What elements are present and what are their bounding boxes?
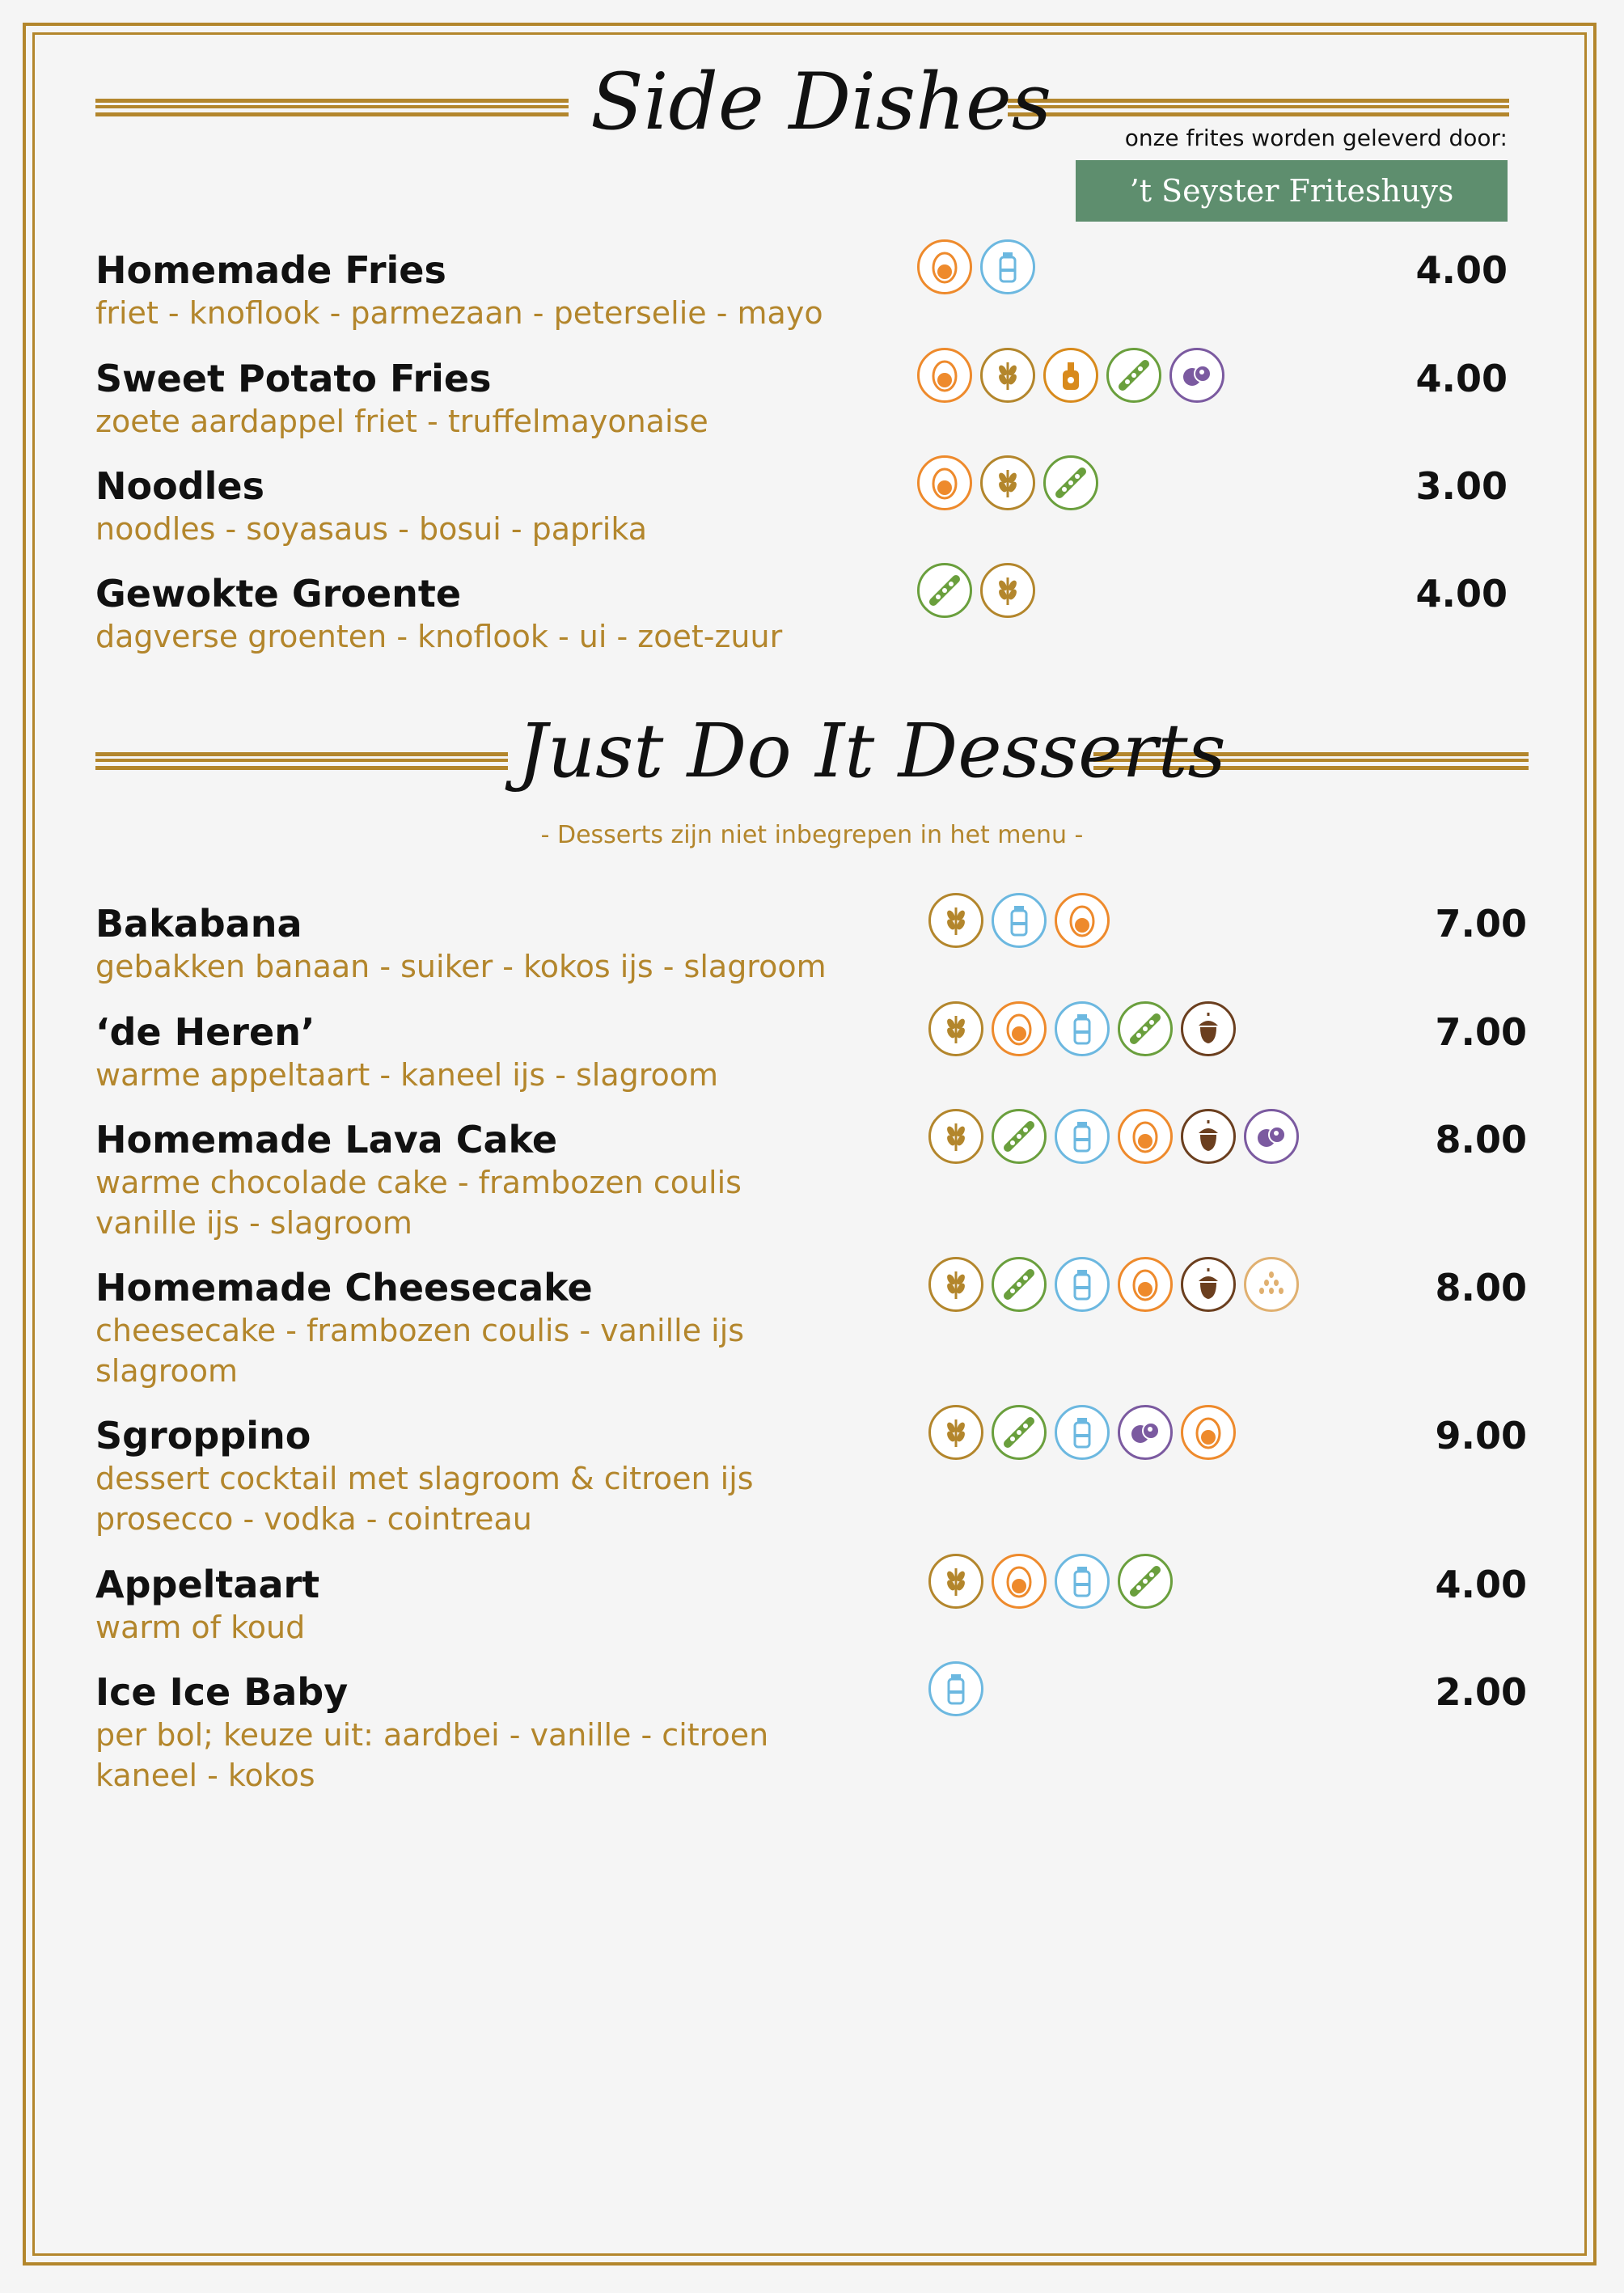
item-price: 7.00 — [1435, 902, 1527, 946]
soy-icon — [1118, 1001, 1173, 1056]
allergen-icons — [928, 1109, 1299, 1164]
item-name: Gewokte Groente — [95, 572, 462, 616]
brand-name: ’t Seyster Friteshuys — [1129, 173, 1454, 209]
nuts-icon — [1181, 1109, 1236, 1164]
gluten-icon — [980, 455, 1035, 510]
item-name: Homemade Cheesecake — [95, 1266, 593, 1309]
gluten-icon — [928, 893, 983, 948]
item-description: friet - knoflook - parmezaan - peterselie - mayo — [95, 295, 823, 331]
soy-icon — [992, 1257, 1047, 1312]
item-description: noodles - soyasaus - bosui - paprika — [95, 511, 647, 547]
milk-icon — [1055, 1405, 1110, 1460]
item-price: 7.00 — [1435, 1010, 1527, 1054]
gluten-icon — [928, 1109, 983, 1164]
menu-item — [95, 1562, 319, 1648]
menu-item — [95, 1117, 742, 1243]
allergen-icons — [928, 893, 1110, 948]
milk-icon — [1055, 1109, 1110, 1164]
desserts-title: Just Do It Desserts — [518, 708, 1226, 794]
soy-icon — [1106, 348, 1161, 403]
desserts-note: - Desserts zijn niet inbegrepen in het menu - — [540, 821, 1084, 849]
gluten-icon — [980, 348, 1035, 403]
gluten-icon — [928, 1405, 983, 1460]
delivered-note: onze frites worden geleverd door: — [1124, 125, 1508, 151]
item-description: gebakken banaan - suiker - kokos ijs - slagroom — [95, 949, 827, 984]
menu-item — [95, 1265, 744, 1391]
mustard-icon — [1043, 348, 1098, 403]
desserts-rule-left — [95, 752, 508, 770]
allergen-icons — [928, 1554, 1173, 1609]
side-rule-right — [1008, 99, 1509, 116]
gluten-icon — [928, 1554, 983, 1609]
soy-icon — [992, 1405, 1047, 1460]
item-name: Appeltaart — [95, 1563, 320, 1606]
item-description: warme appeltaart - kaneel ijs - slagroom — [95, 1057, 719, 1093]
soy-icon — [1043, 455, 1098, 510]
milk-icon — [928, 1661, 983, 1716]
milk-icon — [992, 893, 1047, 948]
item-price: 4.00 — [1435, 1563, 1527, 1606]
item-description: cheesecake - frambozen coulis - vanille ijs — [95, 1313, 745, 1348]
item-description: vanille ijs - slagroom — [95, 1205, 412, 1241]
nuts-icon — [1181, 1001, 1236, 1056]
allergen-icons — [917, 563, 1035, 618]
menu-item — [95, 356, 708, 442]
sulphite-icon — [1169, 348, 1224, 403]
menu-item — [95, 247, 823, 333]
item-description: slagroom — [95, 1353, 239, 1389]
egg-icon — [992, 1554, 1047, 1609]
soy-icon — [917, 563, 972, 618]
egg-icon — [917, 239, 972, 294]
egg-icon — [1118, 1109, 1173, 1164]
side-dishes-title: Side Dishes — [590, 57, 1052, 147]
egg-icon — [992, 1001, 1047, 1056]
allergen-icons — [928, 1405, 1236, 1460]
sesame-icon — [1244, 1257, 1299, 1312]
gluten-icon — [928, 1001, 983, 1056]
menu-item — [95, 463, 647, 549]
item-price: 4.00 — [1415, 357, 1508, 400]
item-name: Ice Ice Baby — [95, 1670, 349, 1714]
allergen-icons — [917, 239, 1035, 294]
item-description: dessert cocktail met slagroom & citroen ijs — [95, 1461, 754, 1496]
item-description: kaneel - kokos — [95, 1758, 315, 1793]
egg-icon — [917, 348, 972, 403]
item-name: Bakabana — [95, 902, 302, 946]
item-name: Homemade Fries — [95, 248, 446, 292]
allergen-icons — [928, 1001, 1236, 1056]
allergen-icons — [917, 348, 1224, 403]
item-price: 8.00 — [1435, 1118, 1527, 1161]
item-description: warm of koud — [95, 1610, 306, 1645]
item-description: dagverse groenten - knoflook - ui - zoet-zuur — [95, 619, 783, 654]
side-rule-left — [95, 99, 569, 116]
menu-item — [95, 901, 827, 987]
item-description: prosecco - vodka - cointreau — [95, 1501, 532, 1537]
menu-item — [95, 1669, 768, 1796]
item-price: 4.00 — [1415, 248, 1508, 292]
egg-icon — [1181, 1405, 1236, 1460]
soy-icon — [1118, 1554, 1173, 1609]
item-name: Noodles — [95, 464, 264, 508]
egg-icon — [1118, 1257, 1173, 1312]
item-description: per bol; keuze uit: aardbei - vanille - citroen — [95, 1717, 769, 1753]
gluten-icon — [928, 1257, 983, 1312]
brand-logo — [1076, 160, 1508, 222]
item-price: 8.00 — [1435, 1266, 1527, 1309]
item-name: Homemade Lava Cake — [95, 1118, 558, 1161]
menu-item — [95, 1413, 754, 1539]
allergen-icons — [928, 1661, 983, 1716]
sulphite-icon — [1244, 1109, 1299, 1164]
item-price: 2.00 — [1435, 1670, 1527, 1714]
nuts-icon — [1181, 1257, 1236, 1312]
gluten-icon — [980, 563, 1035, 618]
item-price: 3.00 — [1415, 464, 1508, 508]
milk-icon — [980, 239, 1035, 294]
sulphite-icon — [1118, 1405, 1173, 1460]
item-name: Sweet Potato Fries — [95, 357, 492, 400]
soy-icon — [992, 1109, 1047, 1164]
egg-icon — [917, 455, 972, 510]
item-price: 9.00 — [1435, 1414, 1527, 1457]
milk-icon — [1055, 1001, 1110, 1056]
allergen-icons — [917, 455, 1098, 510]
item-name: ‘de Heren’ — [95, 1010, 315, 1054]
item-name: Sgroppino — [95, 1414, 311, 1457]
item-description: zoete aardappel friet - truffelmayonaise — [95, 404, 708, 439]
menu-item — [95, 571, 782, 657]
allergen-icons — [928, 1257, 1299, 1312]
egg-icon — [1055, 893, 1110, 948]
item-description: warme chocolade cake - frambozen coulis — [95, 1165, 742, 1200]
menu-item — [95, 1009, 718, 1095]
item-price: 4.00 — [1415, 572, 1508, 616]
milk-icon — [1055, 1554, 1110, 1609]
milk-icon — [1055, 1257, 1110, 1312]
